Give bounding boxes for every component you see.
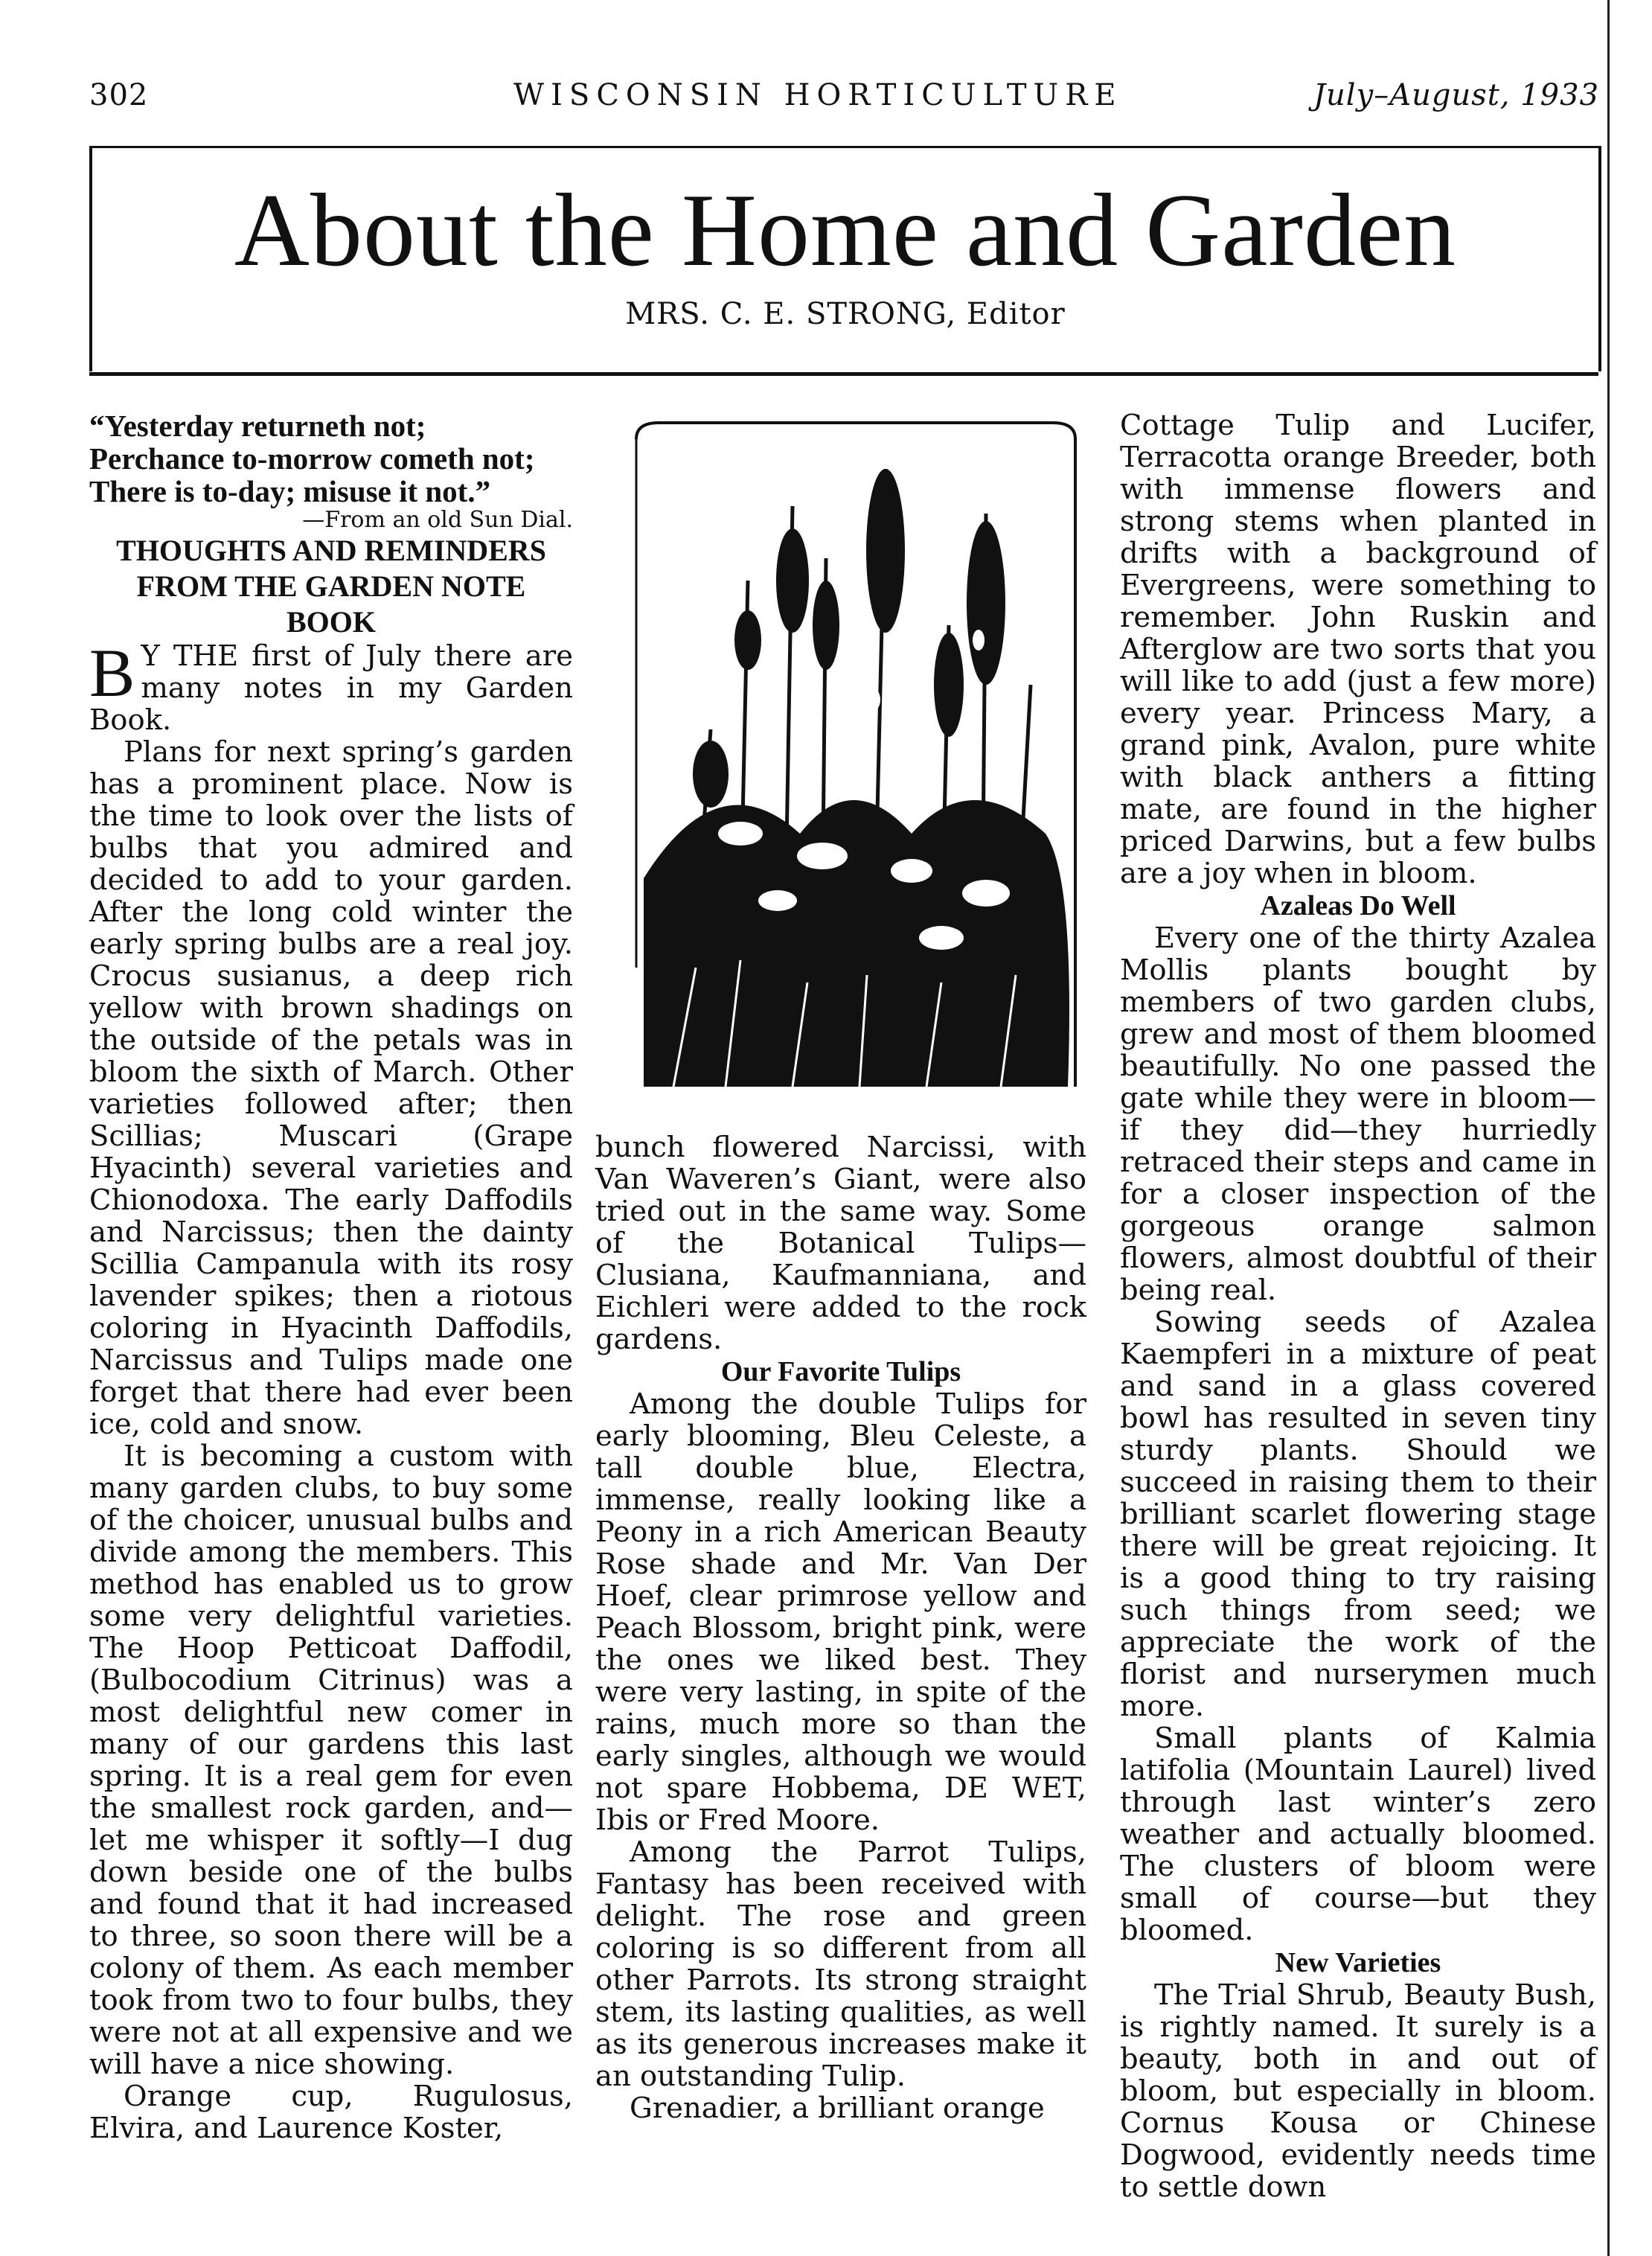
paragraph: Plans for next spring’s garden has a prominent place. Now is the time to look over the lists of bulbs that you admired and decided to add to your garden. After the long cold winter the early spring bulbs are a real joy. Crocus susianus, a deep rich yellow with brown shadings on the outside of the petals was in bloom the sixth of March. Other varieties followed after; then Scillias; Muscari (Grape Hyacinth) several varieties and Chionodoxa. The early Daffodils and Narcissus; then the dainty Scillia Campanula with its rosy lavender spikes; then a riotous coloring in Hyacinth Daffodils, Narcissus and Tulips made one forget that there had ever been ice, cold and snow. — [89, 735, 573, 1441]
masthead-bottom-rule — [89, 372, 1598, 376]
paragraph: Small plants of Kalmia latifolia (Mountain Laurel) lived through last winter’s zero weather and actually bloomed. The clusters of bloom were small of course—but they bloomed. — [1120, 1722, 1596, 1947]
first-paragraph — [89, 635, 573, 737]
motto-line: There is to-day; misuse it not.” — [89, 474, 491, 508]
subheading-favorite-tulips: Our Favorite Tulips — [720, 1356, 961, 1387]
column-3 — [1120, 409, 1596, 2203]
motto-line: “Yesterday returneth not; — [89, 409, 426, 443]
paragraph: Sowing seeds of Azalea Kaempferi in a mixture of peat and sand in a glass covered bowl has resulted in seven tiny sturdy plants. Should we succeed in raising them to their brilliant scarlet flowering stage there will be great rejoicing. It is a good thing to try raising such things from seed; we appreciate the work of the florist and nurserymen much more. — [1120, 1306, 1596, 1723]
paragraph: Grenadier, a brilliant orange — [630, 2092, 1045, 2125]
continuation-paragraph: Cottage Tulip and Lucifer, Terracotta orange Breeder, both with immense flowers and strong stems when planted in drifts with a background of Evergreens, were something to remember. John Ruskin and Afterglow are two sorts that you will like to add (just a few more) every year. Princess Mary, a grand pink, Avalon, pure white with black anthers a fitting mate, are found in the higher priced Darwins, but a few bulbs are a joy when in bloom. — [1120, 409, 1596, 890]
drop-cap: B — [89, 635, 135, 711]
magazine-title: WISCONSIN HORTICULTURE — [513, 78, 1123, 112]
masthead-box — [89, 146, 1601, 371]
paragraph: Among the double Tulips for early blooming, Bleu Celeste, a tall double blue, Electra, immense, really looking like a Peony in a rich American Beauty Rose shade and Mr. Van Der Hoef, clear primrose yellow and Peach Blossom, bright pink, were the ones we liked best. They were very lasting, in spite of the rains, much more so than the early singles, although we would not spare Hobbema, DE WET, Ibis or Fred Moore. — [595, 1387, 1086, 1837]
paragraph: Among the Parrot Tulips, Fantasy has been received with delight. The rose and green coloring is so different from all other Parrots. Its strong straight stem, its lasting qualities, as well as its generous increases make it an outstanding Tulip. — [595, 1835, 1086, 2093]
motto-source: —From an old Sun Dial. — [302, 507, 573, 533]
issue-date: July–August, 1933 — [1313, 78, 1600, 112]
motto-line: Perchance to-morrow cometh not; — [89, 441, 535, 476]
paragraph: Every one of the thirty Azalea Mollis plants bought by members of two garden clubs, grew and most of them bloomed beautifully. No one passed the gate while they were in bloom—if they did—they hurriedly retraced their steps and came in for a closer inspection of the gorgeous orange salmon flowers, almost doubtful of their being real. — [1120, 921, 1596, 1307]
garden-illustration — [629, 417, 1083, 1102]
paragraph: The Trial Shrub, Beauty Bush, is rightly named. It surely is a beauty, both in and out of bloom, but especially in bloom. Cornus Kousa or Chinese Dogwood, evidently needs time to settle down — [1120, 1978, 1596, 2204]
masthead-editor: MRS. C. E. STRONG, Editor — [625, 297, 1066, 331]
page-number: 302 — [89, 78, 149, 112]
paragraph: Orange cup, Rugulosus, Elvira, and Laurence Koster, — [89, 2080, 573, 2145]
continuation-paragraph: bunch flowered Narcissi, with Van Waveren’s Giant, were also tried out in the same way. Some of the Botanical Tulips—Clusiana, Kaufmanniana, and Eichleri were added to the rock gardens. — [595, 1131, 1086, 1356]
masthead-title: About the Home and Garden — [234, 173, 1457, 288]
subheading-azaleas: Azaleas Do Well — [1260, 890, 1456, 921]
subheading-new-varieties: New Varieties — [1275, 1947, 1441, 1978]
right-margin-rule — [1607, 0, 1610, 2256]
first-paragraph-text: Y THE first of July there are many notes in my Garden Book. — [89, 639, 573, 737]
paragraph: It is becoming a custom with many garden clubs, to buy some of the choicer, unusual bulbs and divide among the members. This method has enabled us to grow some very delightful varieties. The Hoop Petticoat Daffodil, (Bulbocodium Citrinus) was a most delightful new comer in many of our gardens this last spring. It is a real gem for even the smallest rock garden, and—let me whisper it softly—I dug down beside one of the bulbs and found that it had increased to three, so soon there will be a colony of them. As each member took from two to four bulbs, they were not at all expensive and we will have a nice showing. — [89, 1439, 573, 2081]
section-heading: THOUGHTS AND REMINDERS FROM THE GARDEN NOTE BOOK — [116, 534, 546, 639]
column-2 — [595, 1131, 1086, 2124]
column-1 — [89, 409, 573, 2144]
